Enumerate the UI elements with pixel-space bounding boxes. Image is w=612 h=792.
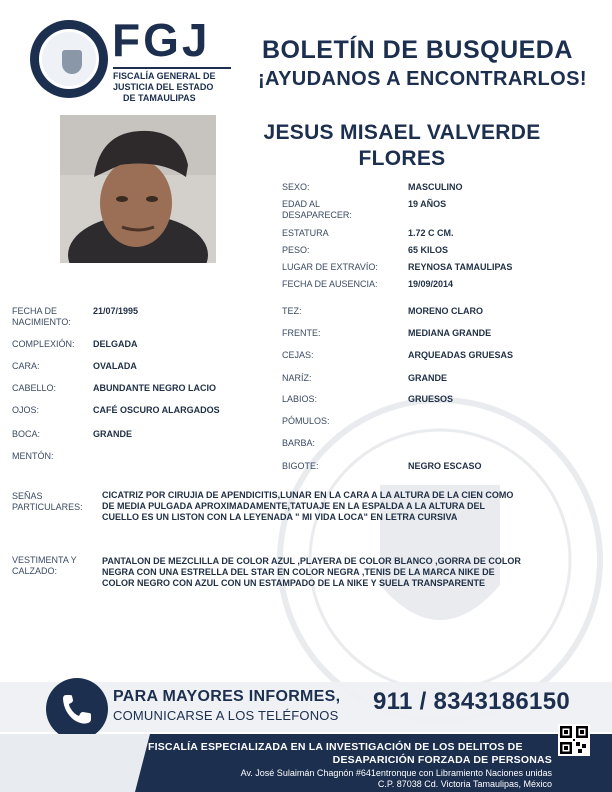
birth-date-label: [12, 306, 71, 328]
agency-line: DE TAMAULIPAS: [123, 93, 196, 103]
address-line: C.P. 87038 Cd. Victoria Tamaulipas, México: [377, 779, 552, 789]
place-label: LUGAR DE EXTRAVÍO:: [282, 262, 378, 272]
phone-icon: [60, 692, 94, 726]
clothing-label-line: VESTIMENTA Y: [12, 555, 77, 565]
nose-label: NARÍZ:: [282, 373, 312, 383]
lips-label: LABIOS:: [282, 394, 318, 404]
name-line: FLORES: [358, 147, 446, 170]
marks-label: [12, 491, 83, 513]
clothing-label: [12, 555, 77, 577]
age-label-line: DESAPARECER:: [282, 210, 352, 220]
bulletin-subtitle: ¡AYUDANOS A ENCONTRARLOS!: [258, 68, 587, 90]
clothing-label-line: CALZADO:: [12, 566, 58, 576]
mustache-value: NEGRO ESCASO: [408, 461, 482, 471]
marks-line: CUELLO ES UN LISTON CON LA LEYENADA " MI VIDA LOCA" EN LETRA CURSIVA: [102, 512, 458, 522]
marks-label-line: SEÑAS: [12, 491, 43, 501]
call-instruction: COMUNICARSE A LOS TELÉFONOS: [113, 708, 339, 723]
absence-date-value: 19/09/2014: [408, 279, 454, 289]
missing-person-photo: [60, 115, 216, 263]
nose-value: GRANDE: [408, 373, 448, 383]
birth-label-line: NACIMIENTO:: [12, 317, 71, 327]
skin-value: MORENO CLARO: [408, 306, 483, 316]
forehead-label: FRENTE:: [282, 328, 321, 338]
birth-label-line: FECHA DE: [12, 306, 58, 316]
absence-date-label: FECHA DE AUSENCIA:: [282, 279, 378, 289]
eyes-value: CAFÉ OSCURO ALARGADOS: [93, 405, 220, 415]
height-label: ESTATURA: [282, 228, 329, 238]
lips-value: GRUESOS: [408, 394, 454, 404]
sex-label: SEXO:: [282, 182, 310, 192]
hair-label: CABELLO:: [12, 383, 57, 393]
office-name-line: DESAPARICIÓN FORZADA DE PERSONAS: [332, 754, 552, 766]
clothing-description: [102, 556, 592, 589]
place-value: REYNOSA TAMAULIPAS: [408, 262, 513, 272]
cheekbones-label: PÓMULOS:: [282, 416, 330, 426]
complexion-label: COMPLEXIÓN:: [12, 339, 75, 349]
eyes-label: OJOS:: [12, 405, 40, 415]
name-line: JESUS MISAEL VALVERDE: [263, 121, 541, 144]
marks-description: [102, 490, 582, 523]
face-label: CARA:: [12, 361, 40, 371]
eyebrows-value: ARQUEADAS GRUESAS: [408, 350, 514, 360]
office-name-line: FISCALÍA ESPECIALIZADA EN LA INVESTIGACIÓN DE LOS DELITOS DE: [148, 741, 523, 753]
weight-value: 65 KILOS: [408, 245, 449, 255]
marks-line: DE MEDIA PULGADA APROXIMADAMENTE,TATUAJE EN LA ESPALDA A LA ALTURA DEL: [102, 501, 485, 511]
marks-label-line: PARTICULARES:: [12, 502, 83, 512]
face-value: OVALADA: [93, 361, 137, 371]
marks-line: CICATRIZ POR CIRUJIA DE APENDICITIS,LUNAR EN LA CARA A LA ALTURA DE LA CIEN COMO: [102, 490, 514, 500]
age-value: 19 AÑOS: [408, 199, 447, 209]
clothing-line: PANTALON DE MEZCLILLA DE COLOR AZUL ,PLAYERA DE COLOR BLANCO ,GORRA DE COLOR: [102, 556, 521, 566]
shield-icon: [62, 50, 82, 74]
logo-divider: [113, 67, 231, 69]
fgj-logo: [30, 20, 108, 98]
clothing-line: COLOR NEGRO CON AZUL CON UN ESTAMPADO DE LA NIKE Y SUELA TRANSPARENTE: [102, 578, 486, 588]
height-value: 1.72 C CM.: [408, 228, 454, 238]
beard-label: BARBA:: [282, 438, 316, 448]
forehead-value: MEDIANA GRANDE: [408, 328, 492, 338]
mustache-label: BIGOTE:: [282, 461, 319, 471]
eyebrows-label: CEJAS:: [282, 350, 314, 360]
agency-line: JUSTICIA DEL ESTADO: [113, 82, 214, 92]
skin-label: TEZ:: [282, 306, 302, 316]
sex-value: MASCULINO: [408, 182, 463, 192]
hair-value: ABUNDANTE NEGRO LACIO: [93, 383, 216, 393]
mouth-value: GRANDE: [93, 429, 133, 439]
agency-line: FISCALÍA GENERAL DE: [113, 71, 216, 81]
age-label: [282, 199, 352, 221]
more-info-text: PARA MAYORES INFORMES,: [113, 688, 341, 705]
logo-text: FGJ: [112, 14, 211, 66]
mouth-label: BOCA:: [12, 429, 41, 439]
complexion-value: DELGADA: [93, 339, 138, 349]
birth-date-value: 21/07/1995: [93, 306, 139, 316]
agency-name: [113, 71, 243, 104]
phone-number[interactable]: 911 / 8343186150: [373, 688, 570, 715]
qr-code-icon[interactable]: [558, 724, 590, 756]
age-label-line: EDAD AL: [282, 199, 321, 209]
address-line: Av. José Sulaimán Chagnón #641entronque con Libramiento Naciones unidas: [240, 768, 552, 778]
weight-label: PESO:: [282, 245, 310, 255]
bulletin-title: BOLETÍN DE BUSQUEDA: [262, 36, 573, 64]
clothing-line: NEGRA CON UNA ESTRELLA DEL STAR EN COLOR NEGRA ,TENIS DE LA MARCA NIKE DE: [102, 567, 495, 577]
phone-badge: [46, 678, 108, 740]
person-name: [232, 120, 572, 172]
chin-label: MENTÓN:: [12, 451, 54, 461]
